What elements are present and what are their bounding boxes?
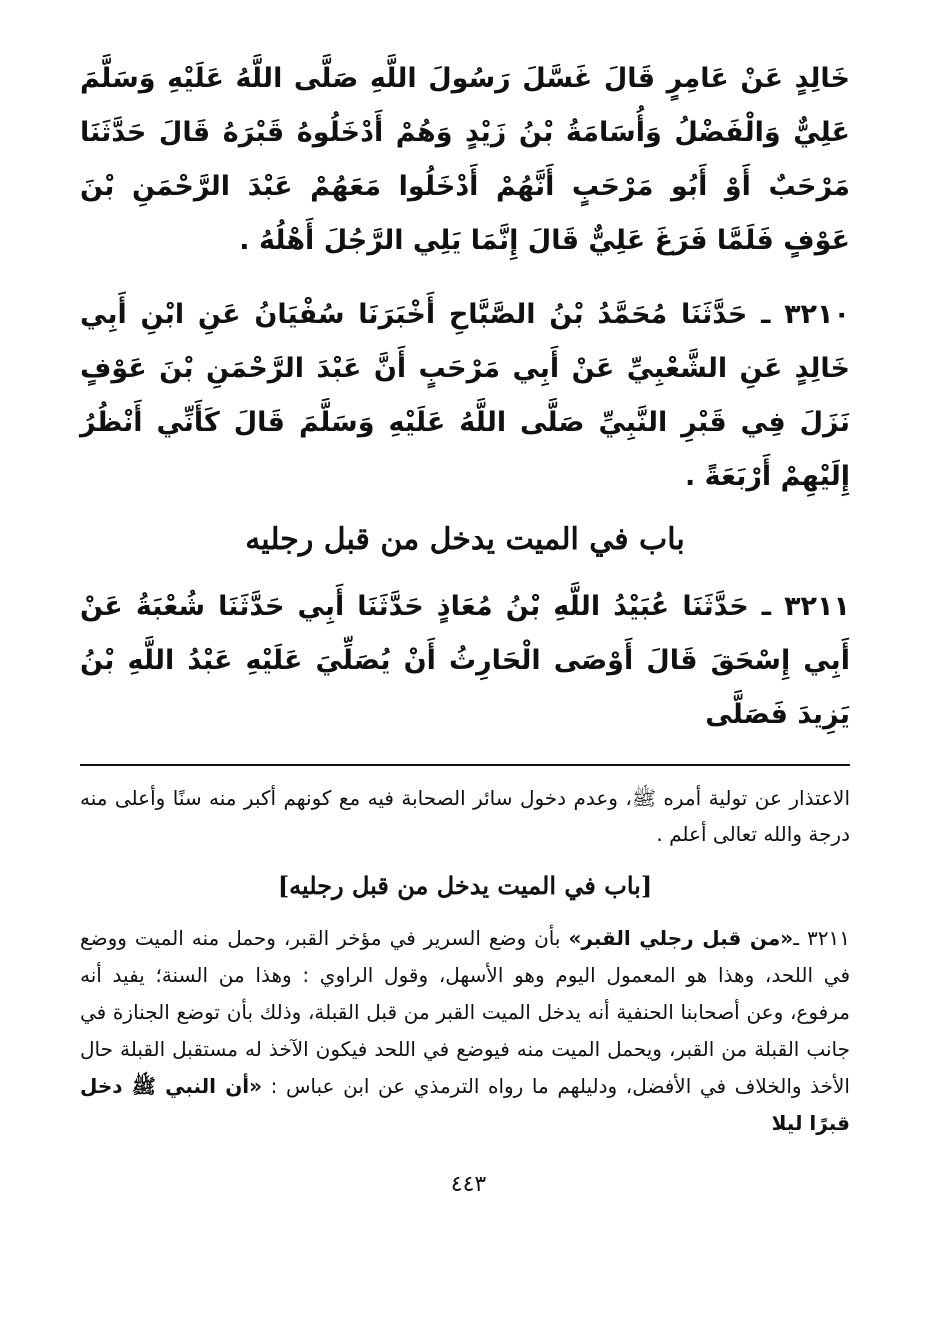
- commentary-3211-text: بأن وضع السرير في مؤخر القبر، وحمل منه الميت ووضع في اللحد، وهذا هو المعمول اليوم وهو الأسهل، وقول الراوي : وهذا من السنة؛ يفيد أنه مرفوع، وعن أصحابنا الحنفية أنه يدخل الميت القبر من قبل القبلة، وذلك بأن توضع الجنازة في جانب القبلة من القبر، ويحمل الميت منه فيوضع في اللحد فيكون الآخذ له مستقبل القبلة حال الأخذ والخلاف في الأفضل، ودليلهم ما رواه الترمذي عن ابن عباس :: [80, 926, 850, 1098]
- commentary-3211-number: ٣٢١١ ـ: [793, 926, 850, 950]
- hadith-3210-number: ٣٢١٠ ـ: [761, 299, 850, 330]
- hadith-continuation: [80, 52, 850, 268]
- hadith-continuation-text: خَالِدٍ عَنْ عَامِرٍ قَالَ غَسَّلَ رَسُولَ اللَّهِ صَلَّى اللَّهُ عَلَيْهِ وَسَلَّمَ عَلِيٌّ وَالْفَضْلُ وَأُسَامَةُ بْنُ زَيْدٍ وَهُمْ أَدْخَلُوهُ قَبْرَهُ قَالَ حَدَّثَنَا مَرْحَبٌ أَوْ أَبُو مَرْحَبٍ أَنَّهُمْ أَدْخَلُوا مَعَهُمْ عَبْدَ الرَّحْمَنِ بْنَ عَوْفٍ فَلَمَّا فَرَغَ عَلِيٌّ قَالَ إِنَّمَا يَلِي الرَّجُلَ أَهْلُهُ .: [80, 63, 850, 256]
- hadith-3211: [80, 580, 850, 742]
- commentary-3211-quote: «من قبل رجلي القبر»: [568, 926, 794, 950]
- hadith-3211-number: ٣٢١١ ـ: [761, 591, 850, 622]
- hadith-3210-text: حَدَّثَنَا مُحَمَّدُ بْنُ الصَّبَّاحِ أَخْبَرَنَا سُفْيَانُ عَنِ ابْنِ أَبِي خَالِدٍ عَنِ الشَّعْبِيِّ عَنْ أَبِي مَرْحَبٍ أَنَّ عَبْدَ الرَّحْمَنِ بْنَ عَوْفٍ نَزَلَ فِي قَبْرِ النَّبِيِّ صَلَّى اللَّهُ عَلَيْهِ وَسَلَّمَ قَالَ كَأَنِّي أَنْظُرُ إِلَيْهِمْ أَرْبَعَةً .: [80, 299, 850, 492]
- page-number: ٤٤٣: [450, 1172, 487, 1197]
- hadith-3210: [80, 288, 850, 504]
- hadith-3211-text: حَدَّثَنَا عُبَيْدُ اللَّهِ بْنُ مُعَاذٍ حَدَّثَنَا أَبِي حَدَّثَنَا شُعْبَةُ عَنْ أَبِي إِسْحَقَ قَالَ أَوْصَى الْحَارِثُ أَنْ يُصَلِّيَ عَلَيْهِ عَبْدُ اللَّهِ بْنُ يَزِيدَ فَصَلَّى: [80, 591, 850, 730]
- commentary-chapter-heading: [باب في الميت يدخل من قبل رجليه]: [277, 871, 653, 900]
- commentary-3211-tail: «أن النبي ﷺ دخل قبرًا ليلا: [80, 1074, 850, 1135]
- chapter-heading: باب في الميت يدخل من قبل رجليه: [245, 522, 685, 557]
- commentary-intro: الاعتذار عن تولية أمره ﷺ، وعدم دخول سائر الصحابة فيه مع كونهم أكبر منه سنًا وأعلى منه درجة والله تعالى أعلم .: [80, 786, 850, 846]
- page-body: [80, 52, 850, 1142]
- footnote-divider: [80, 764, 850, 766]
- commentary-3211: [80, 920, 850, 1142]
